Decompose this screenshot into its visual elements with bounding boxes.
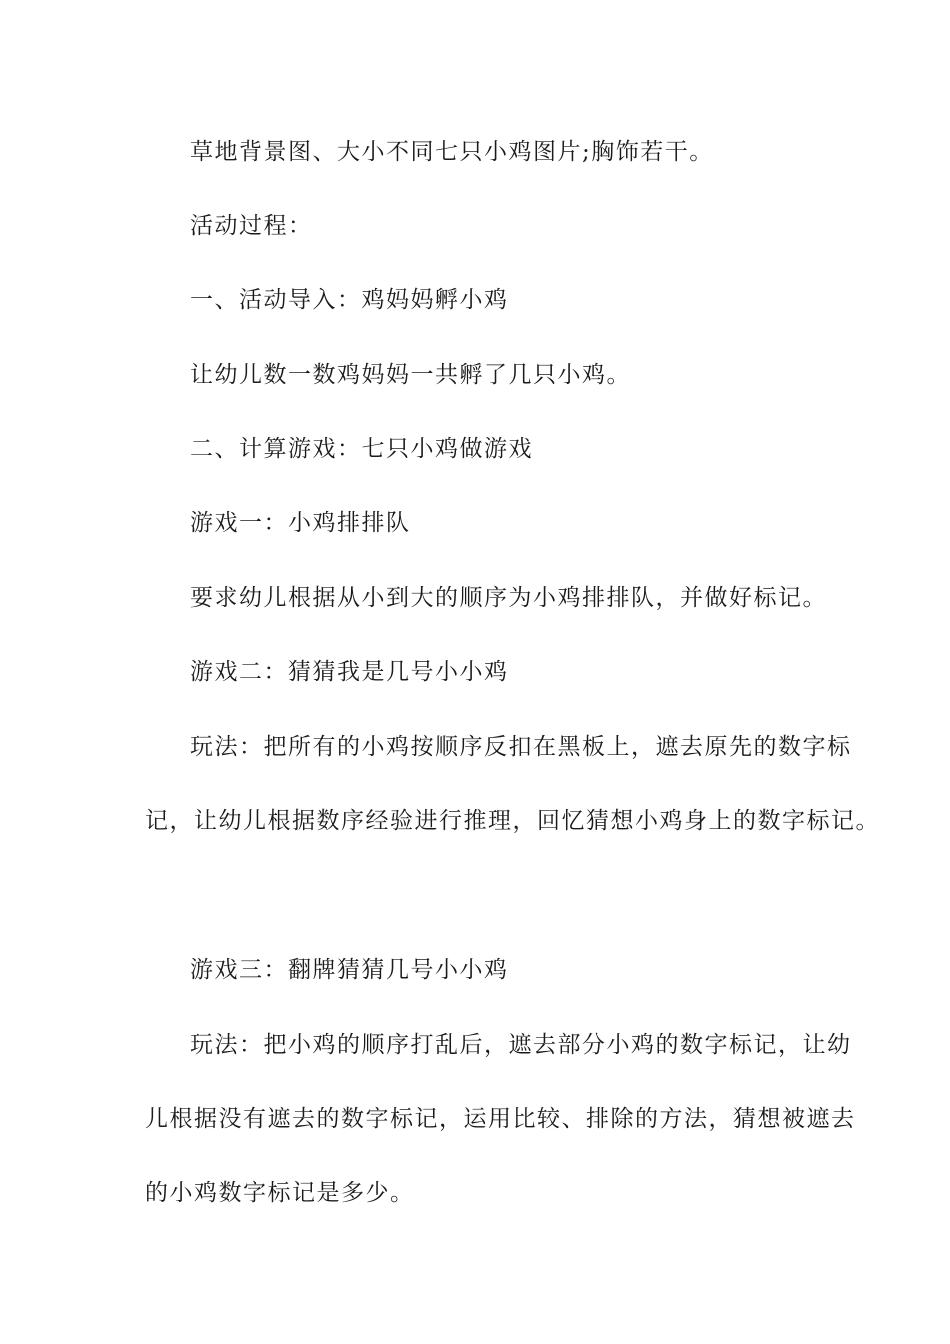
game-1-text: 要求幼儿根据从小到大的顺序为小鸡排排队，并做好标记。: [190, 585, 827, 611]
materials-line: 草地背景图、大小不同七只小鸡图片;胸饰若干。: [190, 139, 714, 165]
section-1-text: 让幼儿数一数鸡妈妈一共孵了几只小鸡。: [190, 362, 631, 388]
process-heading: 活动过程：: [190, 213, 313, 239]
game-1-heading: 游戏一：小鸡排排队: [190, 510, 411, 536]
game-2-text-line-2: 记，让幼儿根据数序经验进行推理，回忆猜想小鸡身上的数字标记。: [145, 808, 880, 834]
game-3-text-line-1: 玩法：把小鸡的顺序打乱后，遮去部分小鸡的数字标记，让幼: [190, 1032, 852, 1058]
game-3-text-line-3: 的小鸡数字标记是多少。: [145, 1180, 415, 1206]
game-2-heading: 游戏二：猜猜我是几号小小鸡: [190, 659, 509, 685]
section-1-heading: 一、活动导入：鸡妈妈孵小鸡: [190, 287, 509, 313]
section-2-heading: 二、计算游戏：七只小鸡做游戏: [190, 436, 533, 462]
game-2-text-line-1: 玩法：把所有的小鸡按顺序反扣在黑板上，遮去原先的数字标: [190, 734, 852, 760]
game-3-heading: 游戏三：翻牌猜猜几号小小鸡: [190, 957, 509, 983]
game-3-text-line-2: 儿根据没有遮去的数字标记，运用比较、排除的方法，猜想被遮去: [145, 1106, 856, 1132]
